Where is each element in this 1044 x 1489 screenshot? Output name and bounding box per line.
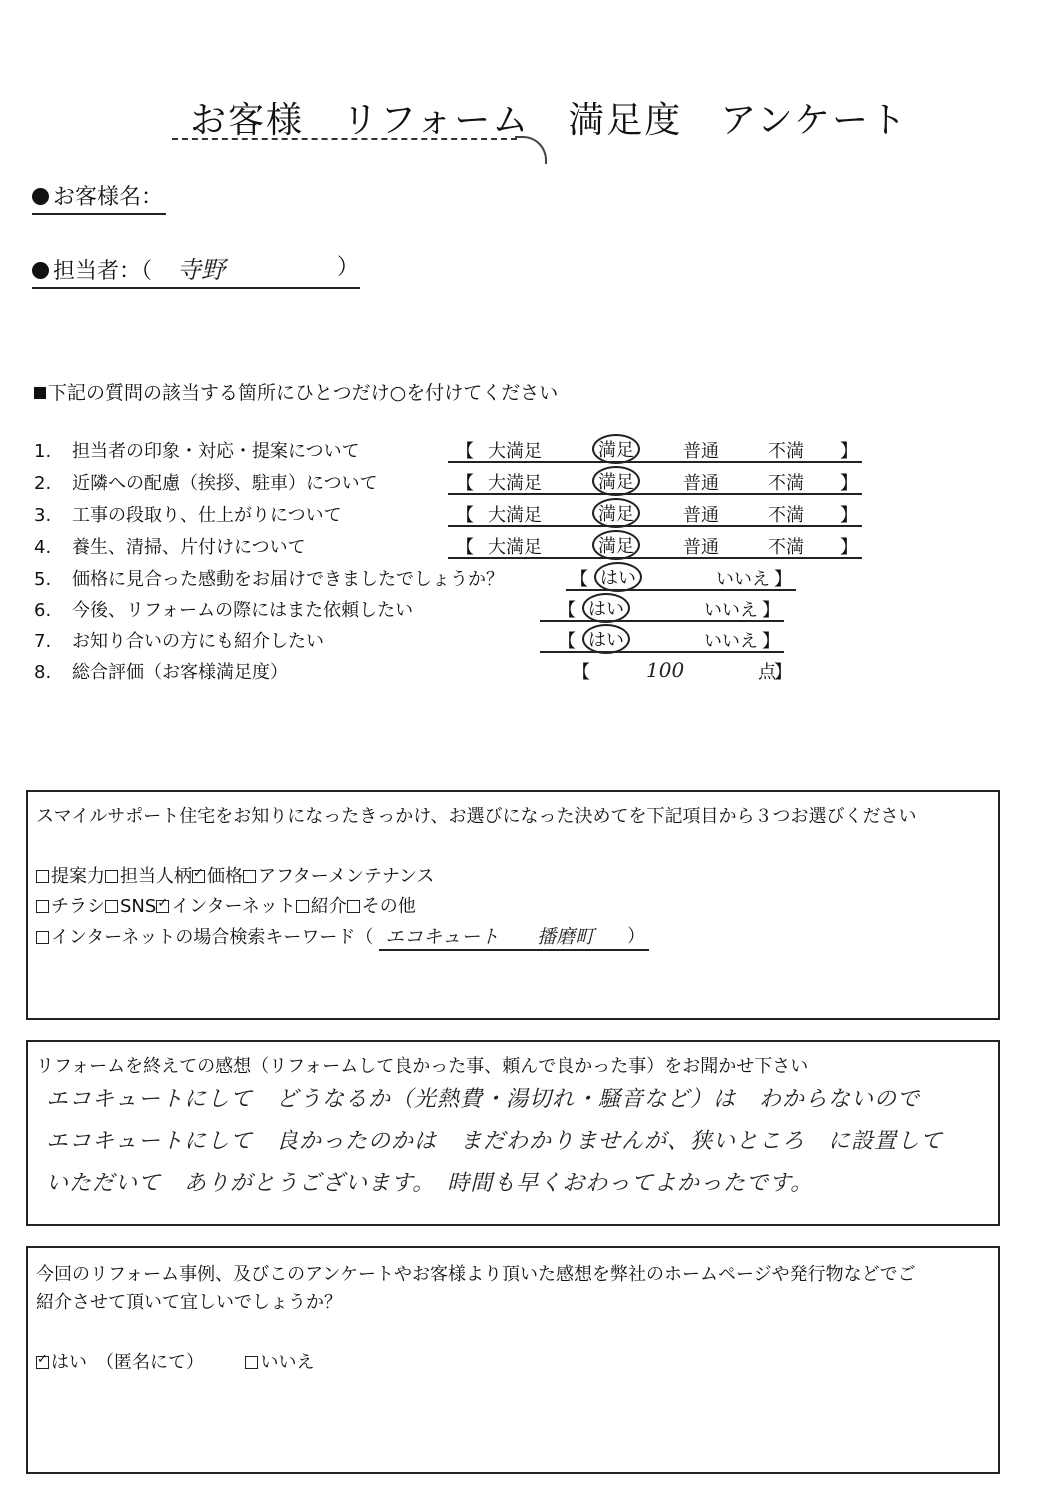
consent-question-line1: 今回のリフォーム事例、及びこのアンケートやお客様より頂いた感想を弊社のホームページや発行物などでご bbox=[36, 1264, 916, 1285]
source-row-1 bbox=[36, 862, 434, 888]
bracket-open: 【 bbox=[456, 473, 474, 494]
question-text: 養生、清掃、片付けについて bbox=[72, 537, 306, 558]
staff-label: 担当者：（ bbox=[53, 259, 153, 284]
no-option[interactable]: いいえ bbox=[716, 569, 770, 590]
question-text: 近隣への配慮（挨拶、駐車）について bbox=[72, 473, 378, 494]
question-number: 4. bbox=[34, 537, 52, 558]
checkbox[interactable] bbox=[105, 870, 118, 883]
option-3[interactable]: 不満 bbox=[768, 537, 804, 558]
consent-options bbox=[36, 1348, 314, 1374]
yes-no-options bbox=[566, 565, 796, 591]
bracket-open: 【 bbox=[558, 600, 576, 621]
overall-score-field[interactable] bbox=[572, 658, 792, 683]
keyword-value: エコキュート 播磨町 bbox=[385, 926, 595, 948]
checkbox[interactable] bbox=[243, 870, 256, 883]
checkbox-label: チラシ bbox=[51, 896, 105, 917]
yes-label: はい （匿名にて） bbox=[51, 1352, 204, 1373]
bracket-close: 】 bbox=[762, 631, 780, 652]
question-number: 1. bbox=[34, 441, 52, 462]
question-row bbox=[34, 565, 504, 591]
question-row bbox=[34, 533, 306, 559]
option-1[interactable]: 満足 bbox=[592, 466, 640, 496]
question-number: 8. bbox=[34, 662, 52, 683]
bracket-open: 【 bbox=[558, 631, 576, 652]
impression-section bbox=[26, 1040, 1000, 1226]
option-3[interactable]: 不満 bbox=[768, 505, 804, 526]
staff-close: ） bbox=[337, 255, 360, 280]
impression-line: いただいて ありがとうございます。 時間も早くおわってよかったです。 bbox=[46, 1171, 814, 1196]
bullet-icon bbox=[32, 262, 49, 279]
question-text: お知り合いの方にも紹介したい bbox=[72, 631, 324, 652]
consent-question-line2: 紹介させて頂いて宜しいでしょうか？ bbox=[36, 1292, 342, 1313]
customer-name-field[interactable] bbox=[32, 180, 166, 215]
option-1[interactable]: 満足 bbox=[592, 434, 640, 464]
impression-question: リフォームを終えての感想（リフォームして良かった事、頼んで良かった事）をお聞かせ下さい bbox=[36, 1056, 809, 1077]
impression-line: エコキュートにして どうなるか（光熱費・湯切れ・騒音など）は わからないので bbox=[46, 1087, 921, 1112]
no-label: いいえ bbox=[260, 1352, 315, 1373]
question-text: 価格に見合った感動をお届けできましたでしょうか？ bbox=[72, 569, 504, 590]
question-number: 7. bbox=[34, 631, 52, 652]
yes-checkbox[interactable] bbox=[36, 1356, 49, 1369]
bracket-open: 【 bbox=[456, 537, 474, 558]
title-underline bbox=[172, 138, 517, 140]
checkbox[interactable] bbox=[36, 931, 49, 944]
bracket-open: 【 bbox=[456, 505, 474, 526]
option-0[interactable]: 大満足 bbox=[488, 505, 542, 526]
no-option[interactable]: いいえ bbox=[704, 600, 758, 621]
checkbox[interactable] bbox=[156, 900, 169, 913]
bracket-open: 【 bbox=[570, 569, 588, 590]
question-text: 工事の段取り、仕上がりについて bbox=[72, 505, 342, 526]
source-row-2 bbox=[36, 892, 416, 918]
consent-section bbox=[26, 1246, 1000, 1474]
option-0[interactable]: 大満足 bbox=[488, 537, 542, 558]
option-1[interactable]: 満足 bbox=[592, 498, 640, 528]
question-row bbox=[34, 437, 360, 463]
option-0[interactable]: 大満足 bbox=[488, 473, 542, 494]
satisfaction-options bbox=[448, 533, 862, 559]
no-option[interactable]: いいえ bbox=[704, 631, 758, 652]
checkbox[interactable] bbox=[105, 900, 118, 913]
question-row bbox=[34, 501, 342, 527]
question-text: 今後、リフォームの際にはまた依頼したい bbox=[72, 600, 414, 621]
option-3[interactable]: 不満 bbox=[768, 441, 804, 462]
question-number: 5. bbox=[34, 569, 52, 590]
staff-value: 寺野 bbox=[177, 256, 226, 284]
checkbox[interactable] bbox=[36, 870, 49, 883]
keyword-field[interactable] bbox=[379, 922, 649, 951]
question-row bbox=[34, 469, 378, 495]
yes-no-options bbox=[540, 596, 784, 622]
bracket-open: 【 bbox=[572, 662, 590, 683]
yes-no-options bbox=[540, 627, 784, 653]
page-title: お客様 リフォーム 満足度 アンケート bbox=[190, 100, 909, 141]
source-question: スマイルサポート住宅をお知りになったきっかけ、お選びになった決めてを下記項目から３つお選びください bbox=[36, 806, 917, 827]
option-3[interactable]: 不満 bbox=[768, 473, 804, 494]
bracket-close: 】 bbox=[840, 537, 858, 558]
checkbox-label: 提案力 bbox=[51, 866, 105, 887]
no-checkbox[interactable] bbox=[245, 1356, 258, 1369]
keyword-row bbox=[36, 922, 649, 951]
source-section bbox=[26, 790, 1000, 1020]
checkbox[interactable] bbox=[296, 900, 309, 913]
bracket-close: 】 bbox=[774, 569, 792, 590]
staff-field[interactable] bbox=[32, 250, 360, 289]
score-unit: 点 bbox=[758, 662, 776, 683]
bracket-close: 】 bbox=[840, 473, 858, 494]
checkbox-label: インターネット bbox=[171, 896, 296, 917]
question-row bbox=[34, 658, 288, 684]
yes-option[interactable]: はい bbox=[582, 593, 630, 623]
question-number: 3. bbox=[34, 505, 52, 526]
checkbox-label: アフターメンテナンス bbox=[258, 866, 435, 887]
option-0[interactable]: 大満足 bbox=[488, 441, 542, 462]
checkbox-label: 担当人柄 bbox=[120, 866, 192, 887]
question-row bbox=[34, 596, 413, 622]
option-2[interactable]: 普通 bbox=[683, 473, 719, 494]
checkbox-label: 紹介 bbox=[310, 896, 347, 917]
question-row bbox=[34, 627, 324, 653]
question-text: 担当者の印象・対応・提案について bbox=[72, 441, 360, 462]
question-number: 6. bbox=[34, 600, 52, 621]
option-1[interactable]: 満足 bbox=[592, 530, 640, 560]
bullet-icon bbox=[32, 188, 49, 205]
customer-name-label: お客様名： bbox=[53, 185, 164, 210]
question-text: 総合評価（お客様満足度） bbox=[72, 662, 288, 683]
impression-line: エコキュートにして 良かったのかは まだわかりませんが、狭いところ に設置して bbox=[46, 1129, 944, 1154]
question-number: 2. bbox=[34, 473, 52, 494]
checkbox-label: 価格 bbox=[207, 866, 243, 887]
keyword-label: インターネットの場合検索キーワード（ bbox=[51, 927, 374, 948]
checkbox-label: SNS bbox=[120, 896, 157, 917]
square-bullet-icon bbox=[34, 387, 46, 399]
instructions: 下記の質問の該当する箇所にひとつだけ○を付けてください bbox=[34, 378, 558, 405]
bracket-close: 】 bbox=[762, 600, 780, 621]
keyword-close: ） bbox=[627, 926, 646, 947]
yes-option[interactable]: はい bbox=[582, 624, 630, 654]
satisfaction-options bbox=[448, 501, 862, 527]
checkbox[interactable] bbox=[192, 870, 205, 883]
bracket-close: 】 bbox=[840, 441, 858, 462]
bracket-open: 【 bbox=[456, 441, 474, 462]
yes-option[interactable]: はい bbox=[594, 562, 642, 592]
bracket-close: 】 bbox=[840, 505, 858, 526]
option-2[interactable]: 普通 bbox=[683, 505, 719, 526]
bracket-close: 】 bbox=[774, 662, 792, 683]
overall-score: 100 bbox=[646, 658, 685, 682]
satisfaction-options bbox=[448, 469, 862, 495]
option-2[interactable]: 普通 bbox=[683, 537, 719, 558]
checkbox[interactable] bbox=[347, 900, 360, 913]
option-2[interactable]: 普通 bbox=[683, 441, 719, 462]
checkbox[interactable] bbox=[36, 900, 49, 913]
satisfaction-options bbox=[448, 437, 862, 463]
checkbox-label: その他 bbox=[361, 896, 416, 917]
